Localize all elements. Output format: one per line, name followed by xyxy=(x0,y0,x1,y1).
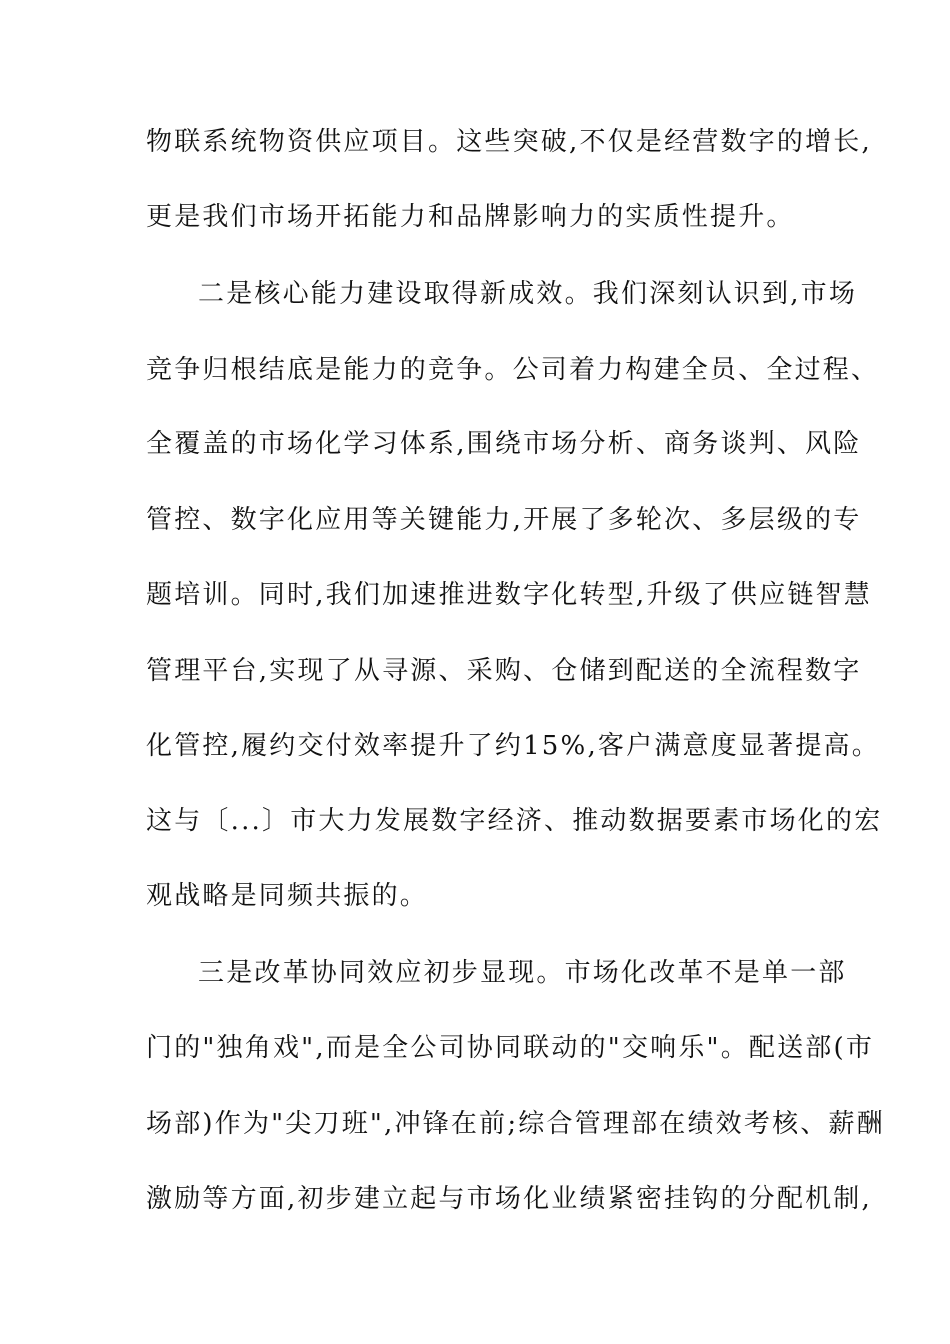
text-line: 观战略是同频共振的。 xyxy=(146,881,429,911)
text-line: 全覆盖的市场化学习体系,围绕市场分析、商务谈判、风险 xyxy=(146,429,862,459)
text-line: 管控、数字化应用等关键能力,开展了多轮次、多层级的专 xyxy=(146,505,862,535)
text-line: 竞争归根结底是能力的竞争。公司着力构建全员、全过程、 xyxy=(146,355,880,385)
text-line: 物联系统物资供应项目。这些突破,不仅是经营数字的增长, xyxy=(146,127,872,157)
text-line: 管理平台,实现了从寻源、采购、仓储到配送的全流程数字 xyxy=(146,656,862,686)
text-line: 化管控,履约交付效率提升了约15%,客户满意度显著提高。 xyxy=(146,731,880,761)
paragraph-start-line: 二是核心能力建设取得新成效。我们深刻认识到,市场 xyxy=(198,279,858,309)
text-line: 门的"独角戏",而是全公司协同联动的"交响乐"。配送部(市 xyxy=(146,1033,875,1063)
text-line: 更是我们市场开拓能力和品牌影响力的实质性提升。 xyxy=(146,202,795,232)
text-line: 激励等方面,初步建立起与市场化业绩紧密挂钩的分配机制, xyxy=(146,1184,872,1214)
paragraph-start-line: 三是改革协同效应初步显现。市场化改革不是单一部 xyxy=(198,958,847,988)
text-line: 这与〔...〕市大力发展数字经济、推动数据要素市场化的宏 xyxy=(146,806,883,836)
text-line: 场部)作为"尖刀班",冲锋在前;综合管理部在绩效考核、薪酬 xyxy=(146,1109,885,1139)
text-line: 题培训。同时,我们加速推进数字化转型,升级了供应链智慧 xyxy=(146,580,872,610)
